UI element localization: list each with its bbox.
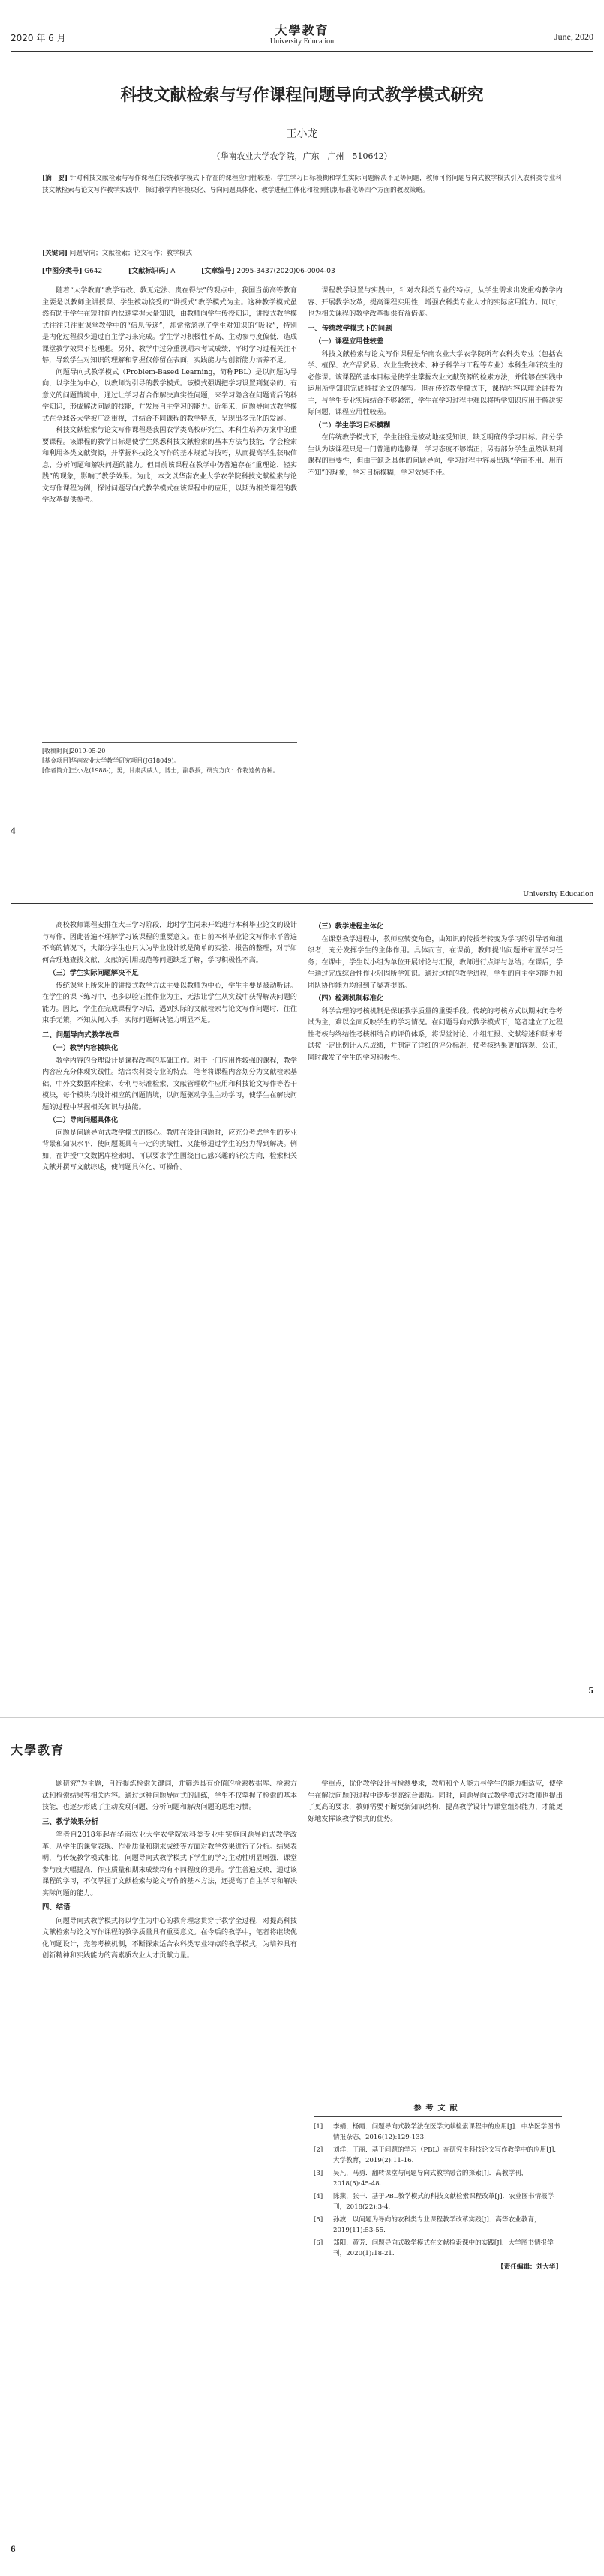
page-number: 6 bbox=[11, 2543, 16, 2554]
paragraph: 随着“大学教育”教学有改、教无定法、贵在得法”的观点中，我国当前高等教育主要是以教师主讲授课、学生被动接受的“讲授式”教学模式为主。这种教学模式虽然有助于学生在短时间内快速掌握大量知识，由教师向学生传授知识，讲授式教学模式往往只注重课堂教学中的“信息传递”，却常常忽视了学生对知识的“吸收”，特别是内化过程很少通过自主学习来完成。学生学习积极性不高、主动参与度偏低，造成课堂教学效果不甚理想。另外，教学中过分重视期末考试成绩，平时学习过程关注不够，导致学生对知识的理解和掌握仅停留在表面，实践能力与创新能力培养不足。 bbox=[42, 286, 297, 364]
reference-number: [5] bbox=[314, 2216, 323, 2224]
paragraph: 笔者自2018年起在华南农业大学农学院农科类专业中实施问题导向式教学改革，从学生的课堂表现、作业质量和期末成绩等方面对教学效果进行了分析。结果表明，与传统教学模式相比，问题导向式教学模式下学生的学习主动性明显增强，课堂参与度大幅提高，作业质量和期末成绩均有不同程度的提升。学生普遍反映，通过该课程的学习，不仅掌握了文献检索与论文写作的基本方法，还提高了自主学习和解决实际问题的能力。 bbox=[42, 1831, 297, 1897]
paragraph: 高校教师课程安排在大三学习阶段，此时学生尚未开始进行本科毕业论文的设计与写作，因此普遍不理解学习该课程的重要意义。在目前本科毕业论文写作水平普遍不高的情况下，大部分学生也只认为毕业设计就是简单的实验、报告的整理，对于如何合理地查找文献、文献的引用规范等问题缺乏了解，学习积极性不高。 bbox=[42, 921, 297, 964]
footnote bbox=[42, 742, 297, 775]
paragraph: 科学合理的考核机制是保证教学质量的重要手段。传统的考核方式以期末闭卷考试为主，难以全面反映学生的学习情况。在问题导向式教学模式下，笔者建立了过程性考核与终结性考核相结合的评价体系，将课堂讨论、小组汇报、文献综述和期末考试按一定比例计入总成绩，并制定了详细的评分标准，使考核结果更加客观、公正，同时激发了学生的学习积极性。 bbox=[308, 1006, 563, 1062]
paragraph: 课程教学设置与实践中，针对农科类专业的特点，从学生需求出发重构教学内容、开展教学改革，提高课程实用性，增强农科类专业人才的实际应用能力。同时，也为相关课程的教学改革提供有益借鉴。 bbox=[308, 286, 563, 318]
paragraph: 在传统教学模式下，学生往往是被动地接受知识，缺乏明确的学习目标。部分学生认为该课程只是一门普通的选修课，学习态度不够端正；另有部分学生虽然认识到课程的重要性，但由于缺乏具体的问题导向，学习过程中容易出现“学而不用、用而不知”的现象，学习目标模糊，学习效果不佳。 bbox=[308, 433, 563, 477]
page-3 bbox=[0, 1717, 604, 2576]
reference-item bbox=[314, 2168, 562, 2189]
paragraph: 在课堂教学进程中，教师应转变角色，由知识的传授者转变为学习的引导者和组织者，充分发挥学生的主体作用。具体而言，在课前，教师提出问题并布置学习任务；在课中，学生以小组为单位开展讨论与汇报，教师进行点评与总结；在课后，学生通过完成综合性作业巩固所学知识。通过这样的教学进程，学生的自主学习能力和团队协作能力均得到了显著提高。 bbox=[308, 934, 563, 990]
page-header bbox=[0, 0, 604, 58]
paragraph: 题研究”为主题，自行提炼检索关键词，并筛选具有价值的检索数据库、检索方法和检索结果等相关内容。通过这种问题导向式的训练，学生不仅掌握了检索的基本技能，也逐步形成了主动发现问题、分析问题和解决问题的思维习惯。 bbox=[42, 1780, 297, 1811]
author-affiliation: （华南农业大学农学院，广东 广州 510642） bbox=[212, 151, 392, 161]
reference-number: [1] bbox=[314, 2123, 323, 2131]
reference-text: 孙波．以问题为导向的农科类专业课程教学改革实践[J]．高等农业教育，2019(11):53-55. bbox=[333, 2216, 541, 2234]
doc-value: A bbox=[170, 268, 176, 275]
paragraph: 问题是问题导向式教学模式的核心。教师在设计问题时，应充分考虑学生的专业背景和知识水平，使问题既具有一定的挑战性，又能够通过学生的努力得到解决。例如，在讲授中文数据库检索时，可以要求学生围绕自己感兴趣的研究方向，检索相关文献并撰写文献综述，使问题具体化、可操作。 bbox=[42, 1128, 297, 1171]
paragraph: 传统课堂上所采用的讲授式教学方法主要以教师为中心，学生主要是被动听讲。在学生的课下练习中，也多以验证性作业为主，无法让学生从实践中获得解决问题的能力。因此，学生在完成课程学习后，遇到实际的文献检索与论文写作问题时，往往束手无策，不知从何入手，实际问题解决能力明显不足。 bbox=[42, 981, 297, 1024]
keywords-label: [关键词] bbox=[42, 250, 68, 257]
reference-text: 刘洋，王丽．基于问题的学习（PBL）在研究生科技论文写作教学中的应用[J]．大学教育，2019(2):11-16. bbox=[333, 2146, 560, 2164]
reference-text: 吴凡，马勇．翻转课堂与问题导向式教学融合的探索[J]．高教学刊，2018(5):45-48. bbox=[333, 2170, 528, 2188]
subsection-heading: （二）导向问题具体化 bbox=[49, 1116, 119, 1124]
paragraph: 科技文献检索与论文写作课程是我国农学类高校研究生、本科生培养方案中的重要课程。该课程的教学目标是使学生熟悉科技文献检索的基本方法与技能，学会检索和利用各类文献资源，并掌握科技论文写作的基本规范与技巧，从而提高学生获取信息、分析问题和解决问题的能力。但目前该课程在教学中仍普遍存在“重理论、轻实践”的现象，影响了教学效果。为此，本文以华南农业大学农学院科技文献检索与论文写作课程为例，探讨问题导向式教学模式在该课程中的应用，以期为相关课程的教学改革提供参考。 bbox=[42, 426, 297, 504]
article-author: 王小龙 bbox=[286, 128, 318, 140]
reference-text: 李娟，杨霞．问题导向式教学法在医学文献检索课程中的应用[J]．中华医学图书情报杂志，2016(12):129-133. bbox=[333, 2123, 560, 2141]
reference-number: [2] bbox=[314, 2146, 323, 2154]
paragraph: 问题导向式教学模式将以学生为中心的教育理念贯穿于教学全过程，对提高科技文献检索与论文写作课程的教学质量具有重要意义。在今后的教学中，笔者将继续优化问题设计，完善考核机制，不断探索适合农科类专业特点的教学模式，为培养具有创新精神和实践能力的高素质农业人才贡献力量。 bbox=[42, 1916, 297, 1960]
reference-number: [4] bbox=[314, 2193, 323, 2200]
header-date-en: June, 2020 bbox=[554, 31, 593, 42]
subsection-heading: （三）教学进程主体化 bbox=[314, 922, 384, 931]
id-label: [文章编号] bbox=[201, 268, 235, 275]
header-rule bbox=[11, 51, 593, 52]
page-2 bbox=[0, 859, 604, 1717]
section-heading: 三、教学效果分析 bbox=[42, 1817, 99, 1826]
journal-logo: 大學教育 bbox=[275, 23, 329, 37]
page2-left-column bbox=[42, 919, 297, 1174]
subsection-heading: （四）检测机制标准化 bbox=[314, 994, 384, 1003]
footnote-author: [作者简介]王小龙(1988-)，男，甘肃武威人，博士，副教授，研究方向：作物遗传育种。 bbox=[42, 767, 279, 774]
classification-row bbox=[42, 265, 562, 275]
section-heading: 四、结语 bbox=[42, 1903, 71, 1912]
page3-left-column bbox=[42, 1778, 297, 1962]
cls-label: [中图分类号] bbox=[42, 268, 83, 275]
page1-right-column bbox=[308, 285, 563, 478]
keywords bbox=[42, 247, 562, 259]
reference-item bbox=[314, 2191, 562, 2212]
reference-item bbox=[314, 2238, 562, 2259]
subsection-heading: （二）学生学习目标模糊 bbox=[314, 421, 391, 430]
footnote-received: [收稿时间]2019-05-20 bbox=[42, 748, 106, 754]
page-number: 4 bbox=[11, 825, 16, 836]
subsection-heading: （一）课程应用性较差 bbox=[314, 337, 384, 346]
paragraph: 学重点，优化教学设计与检测要求，教师和个人能力与学生的能力相适应，使学生在解决问题的过程中逐步提高综合素质。同时，问题导向式教学模式对教师也提出了更高的要求，教师需要不断更新知识结构，提高教学设计与课堂组织能力，才能更好地发挥该教学模式的优势。 bbox=[308, 1780, 563, 1823]
abstract bbox=[42, 172, 562, 196]
section-heading: 二、问题导向式教学改革 bbox=[42, 1030, 120, 1039]
reference-number: [6] bbox=[314, 2239, 323, 2247]
abstract-text: 针对科技文献检索与写作课程在传统教学模式下存在的课程应用性较差、学生学习目标模糊和学生实际问题解决不足等问题，教师可将问题导向式教学模式引入农科类专业科技文献检索与论文写作教学实践中，探讨教学内容模块化、导向问题具体化、教学进程主体化和检测机制标准化等四个方面的教改策略。 bbox=[42, 175, 562, 194]
id-value: 2095-3437(2020)06-0004-03 bbox=[236, 268, 335, 275]
paragraph: 科技文献检索与论文写作课程是华南农业大学农学院所有农科类专业（包括农学、植保、农产品贸易、农业生物技术、种子科学与工程等专业）本科生和研究生的必修课。该课程的基本目标是使学生掌握农业文献资源的检索方法，并能够在实践中运用所学知识完成科技论文的撰写。但在传统教学模式下，课程内容以理论讲授为主，与学生专业实际结合不够紧密，学生在学习过程中难以将所学知识应用于解决实际问题，课程应用性较差。 bbox=[308, 349, 563, 416]
header-rule bbox=[11, 903, 593, 904]
page3-right-column bbox=[308, 1778, 563, 1825]
paragraph: 问题导向式教学模式（Problem-Based Learning，简称PBL）是以问题为导向，以学生为中心，以教师为引导的教学模式。该模式强调把学习设置到复杂的、有意义的问题情境中，通过让学习者合作解决真实性问题，来学习隐含在问题背后的科学知识，形成解决问题的技能，并发展自主学习的能力。近年来，问题导向式教学模式在全球各大学被广泛重视，并结合不同课程的教学特点，呈现出多元化的发展。 bbox=[42, 367, 297, 423]
reference-text: 陈燕，张丰．基于PBL教学模式的科技文献检索课程改革[J]．农业图书情报学刊，2018(22):3-4. bbox=[333, 2193, 554, 2211]
subsection-heading: （三）学生实际问题解决不足 bbox=[49, 969, 139, 977]
page-1 bbox=[0, 0, 604, 859]
subsection-heading: （一）教学内容模块化 bbox=[49, 1044, 119, 1052]
reference-text: 郑阳，黄芳．问题导向式教学模式在文献检索课中的实践[J]．大学图书情报学刊，2020(1):18-21. bbox=[333, 2239, 554, 2257]
footnote-funding: [基金项目]华南农业大学教学研究项目(JG18049)。 bbox=[42, 757, 180, 764]
section-heading: 一、传统教学模式下的问题 bbox=[308, 324, 392, 333]
references-heading: 参考文献 bbox=[314, 2101, 562, 2117]
page2-right-column bbox=[308, 919, 563, 1063]
reference-number: [3] bbox=[314, 2170, 323, 2177]
journal-logo: 大學教育 bbox=[11, 1743, 65, 1757]
reference-item bbox=[314, 2215, 562, 2236]
article-title: 科技文献检索与写作课程问题导向式教学模式研究 bbox=[120, 86, 484, 105]
keywords-text: 问题导向；文献检索；论文写作；教学模式 bbox=[69, 250, 192, 257]
references bbox=[314, 2101, 562, 2272]
cls-value: G642 bbox=[84, 268, 103, 275]
page-number: 5 bbox=[588, 1684, 593, 1696]
journal-english-name: University Education bbox=[269, 37, 335, 46]
doc-label: [文献标识码] bbox=[128, 268, 169, 275]
header-date: 2020 年 6 月 bbox=[11, 33, 66, 43]
reference-item bbox=[314, 2145, 562, 2166]
page1-left-column bbox=[42, 285, 297, 506]
abstract-label: [摘 要] bbox=[42, 175, 68, 182]
running-header: University Education bbox=[523, 889, 593, 898]
paragraph: 教学内容的合理设计是课程改革的基础工作。对于一门应用性较强的课程，教学内容应充分体现实践性。结合农科类专业的特点，笔者将课程内容划分为文献检索基础、中外文数据库检索、专利与标准检索、文献管理软件应用和科技论文写作等若干模块，每个模块均设计相应的问题情境，以问题驱动学生主动学习，使学生在解决问题的过程中掌握相关知识与技能。 bbox=[42, 1056, 297, 1111]
reference-item bbox=[314, 2122, 562, 2143]
editor-note: 【责任编辑：刘大华】 bbox=[497, 2263, 562, 2271]
